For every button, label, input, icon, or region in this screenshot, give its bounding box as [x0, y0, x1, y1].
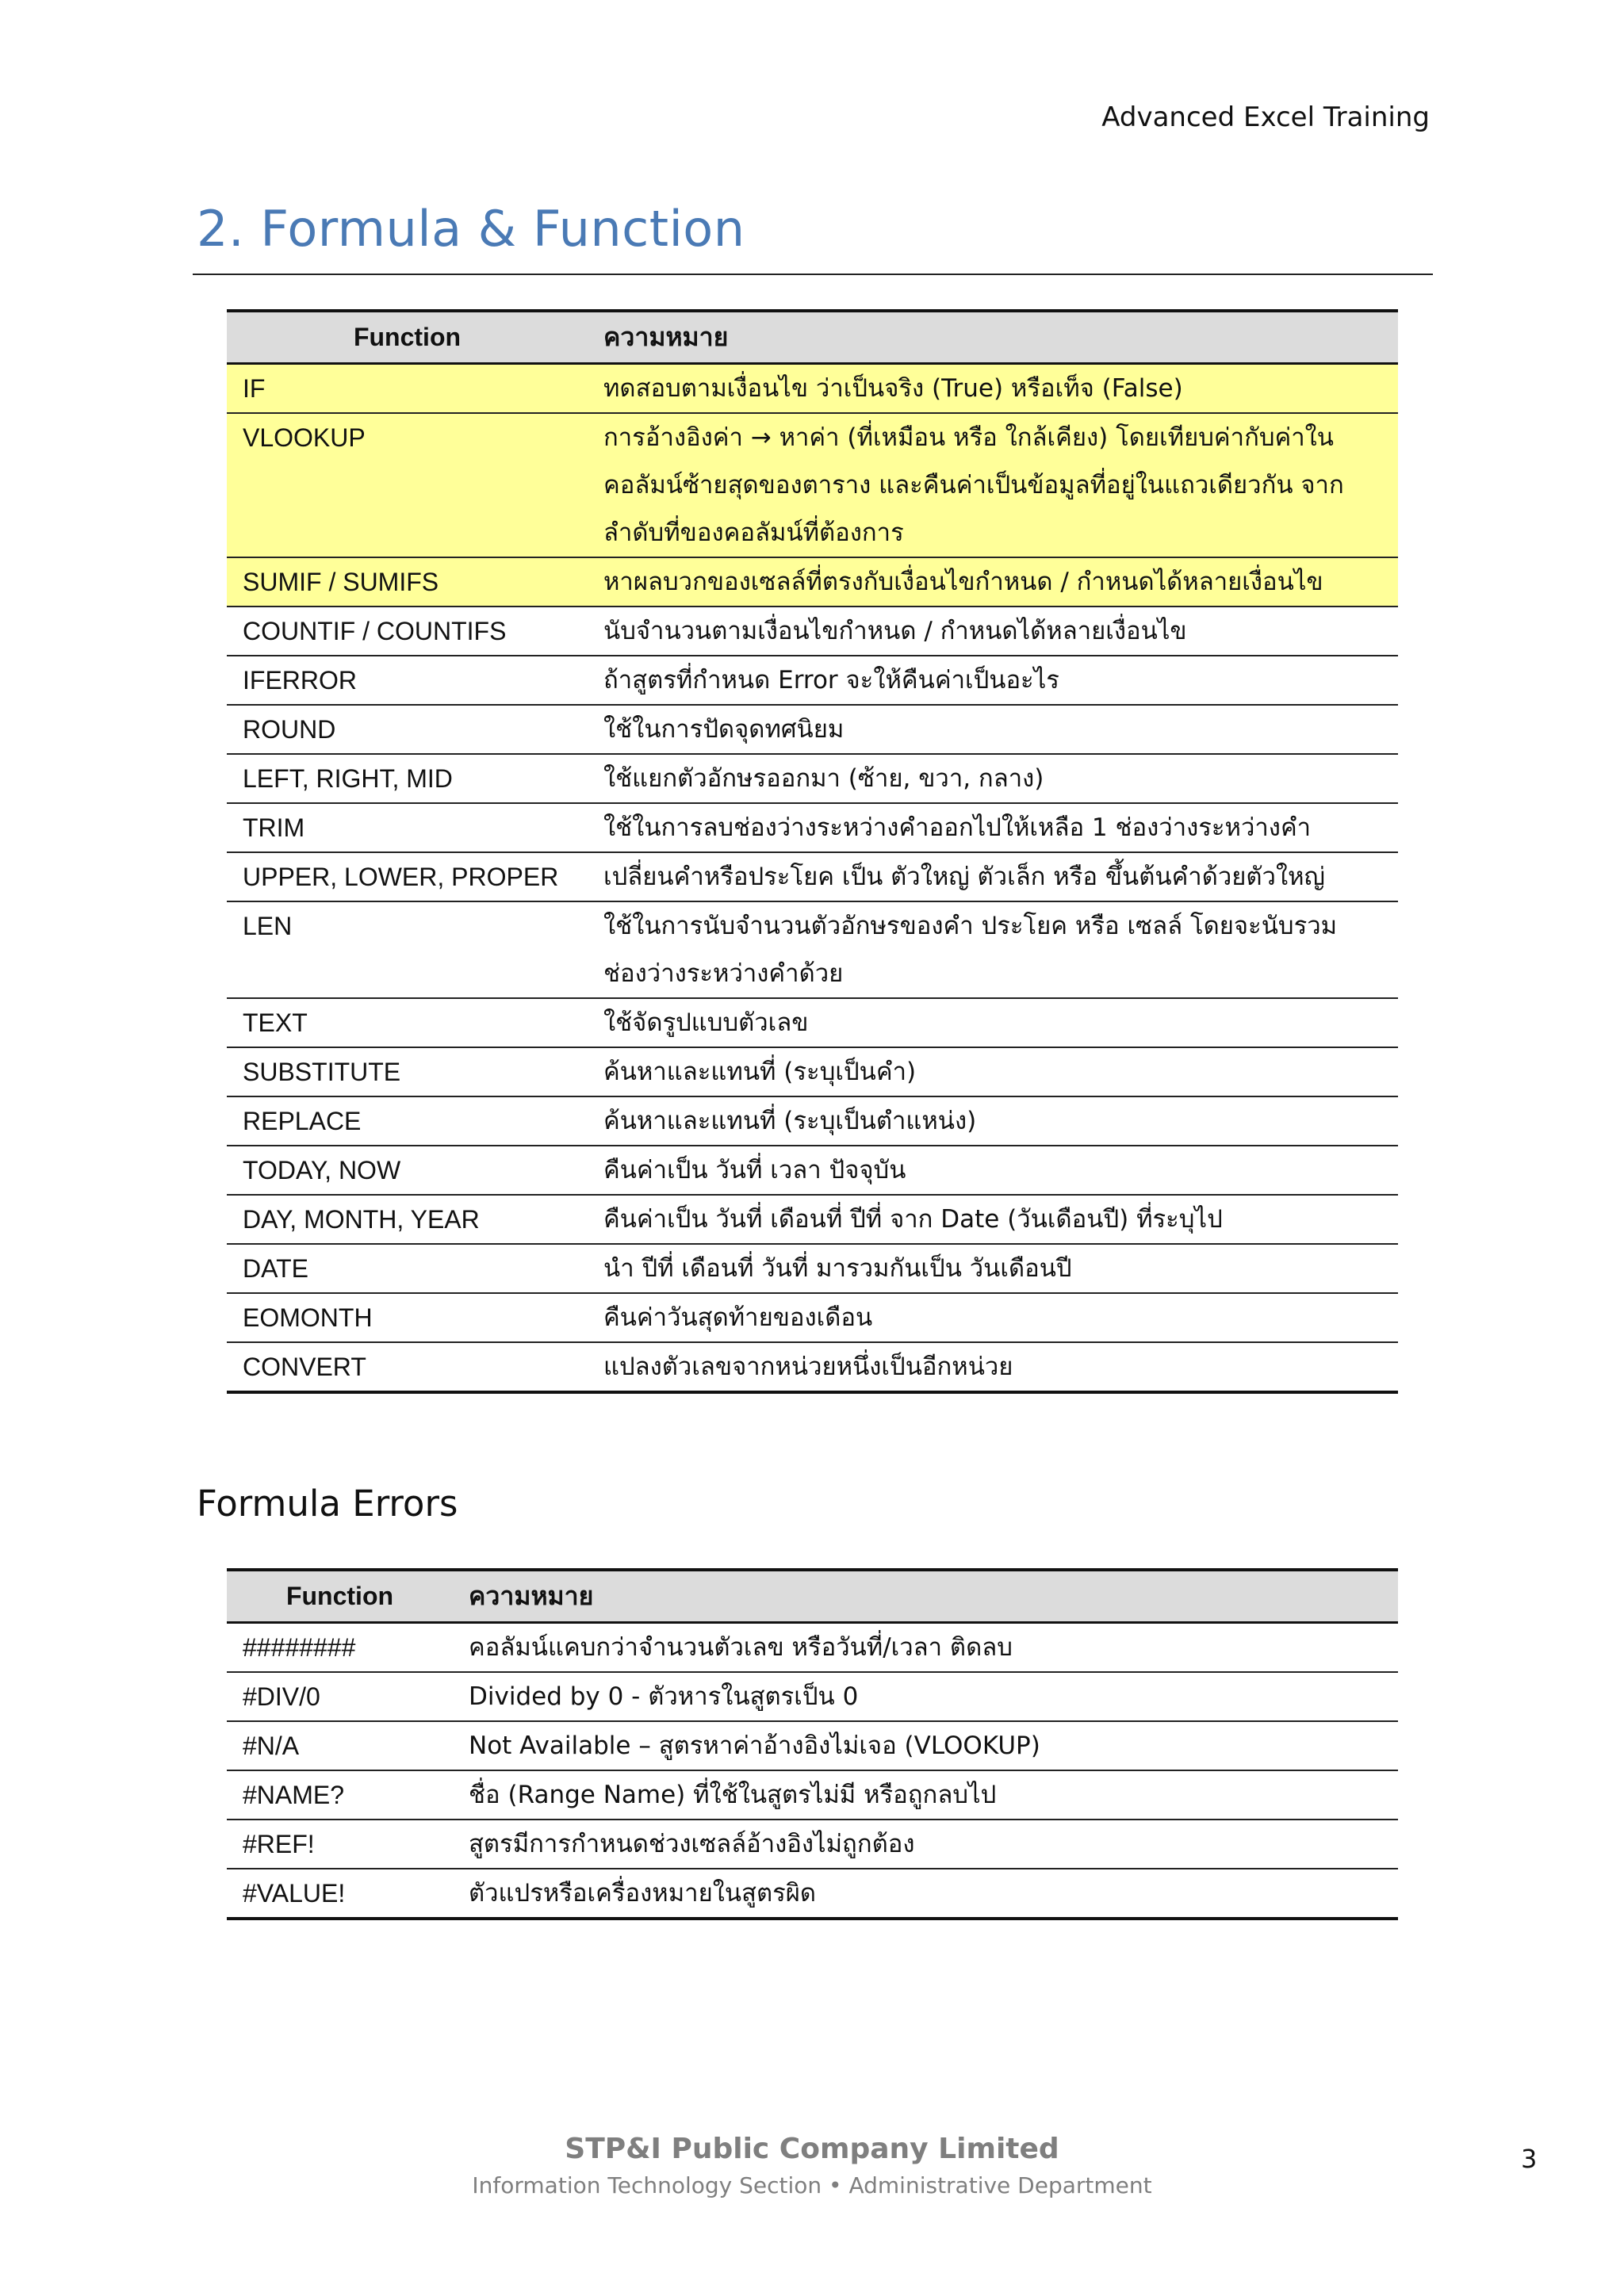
table-row: [227, 901, 1398, 998]
table-row: [227, 656, 1398, 705]
table-row: [227, 557, 1398, 607]
function-name-cell: CONVERT: [227, 1342, 588, 1392]
column-header-meaning: ความหมาย: [453, 1570, 1398, 1622]
table-row: [227, 1096, 1398, 1146]
table-row: [227, 803, 1398, 852]
errors-section-title: Formula Errors: [197, 1483, 458, 1525]
table-row: [227, 1244, 1398, 1293]
page-number: 3: [1521, 2144, 1538, 2174]
meaning-cell: ทดสอบตามเงื่อนไข ว่าเป็นจริง (True) หรือเท็จ (False): [588, 363, 1398, 413]
function-name-cell: ########: [227, 1622, 453, 1672]
function-name-cell: #N/A: [227, 1721, 453, 1770]
meaning-cell: คอลัมน์แคบกว่าจำนวนตัวเลข หรือวันที่/เวลา ติดลบ: [453, 1622, 1398, 1672]
meaning-cell: ใช้ในการนับจำนวนตัวอักษรของคำ ประโยค หรือ เซลล์ โดยจะนับรวม ช่องว่างระหว่างคำด้วย: [588, 901, 1398, 998]
function-name-cell: #NAME?: [227, 1770, 453, 1820]
meaning-cell: Divided by 0 - ตัวหารในสูตรเป็น 0: [453, 1672, 1398, 1721]
table-row: [227, 1047, 1398, 1096]
function-name-cell: LEFT, RIGHT, MID: [227, 754, 588, 803]
table-row: [227, 1293, 1398, 1342]
function-name-cell: UPPER, LOWER, PROPER: [227, 852, 588, 901]
column-header-meaning: ความหมาย: [588, 311, 1398, 363]
table-row: [227, 1622, 1398, 1672]
function-name-cell: #VALUE!: [227, 1869, 453, 1919]
column-header-function: Function: [227, 1570, 453, 1622]
function-name-cell: ROUND: [227, 705, 588, 754]
meaning-cell: การอ้างอิงค่า → หาค่า (ที่เหมือน หรือ ใกล้เคียง) โดยเทียบค่ากับค่าใน คอลัมน์ซ้ายสุดของตาราง และคืนค่าเป็นข้อมูลที่อยู่ในแถวเดียวกัน จาก ลำดับที่ของคอลัมน์ที่ต้องการ: [588, 413, 1398, 557]
meaning-cell: ชื่อ (Range Name) ที่ใช้ในสูตรไม่มี หรือถูกลบไป: [453, 1770, 1398, 1820]
table-row: [227, 705, 1398, 754]
section-title: 2. Formula & Function: [197, 200, 745, 258]
meaning-cell: แปลงตัวเลขจากหน่วยหนึ่งเป็นอีกหน่วย: [588, 1342, 1398, 1392]
function-name-cell: IFERROR: [227, 656, 588, 705]
table-row: [227, 1770, 1398, 1820]
function-name-cell: TODAY, NOW: [227, 1146, 588, 1195]
meaning-cell: ใช้ในการลบช่องว่างระหว่างคำออกไปให้เหลือ 1 ช่องว่างระหว่างคำ: [588, 803, 1398, 852]
function-name-cell: SUMIF / SUMIFS: [227, 557, 588, 607]
meaning-cell: ตัวแปรหรือเครื่องหมายในสูตรผิด: [453, 1869, 1398, 1919]
meaning-cell: ค้นหาและแทนที่ (ระบุเป็นคำ): [588, 1047, 1398, 1096]
meaning-cell: คืนค่าเป็น วันที่ เวลา ปัจจุบัน: [588, 1146, 1398, 1195]
meaning-cell: นับจำนวนตามเงื่อนไขกำหนด / กำหนดได้หลายเงื่อนไข: [588, 607, 1398, 656]
function-name-cell: #REF!: [227, 1820, 453, 1869]
formula-errors-table: [227, 1568, 1398, 1920]
meaning-cell: สูตรมีการกำหนดช่วงเซลล์อ้างอิงไม่ถูกต้อง: [453, 1820, 1398, 1869]
meaning-cell: นำ ปีที่ เดือนที่ วันที่ มารวมกันเป็น วันเดือนปี: [588, 1244, 1398, 1293]
meaning-cell: ใช้จัดรูปแบบตัวเลข: [588, 998, 1398, 1047]
function-name-cell: DAY, MONTH, YEAR: [227, 1195, 588, 1244]
functions-table: [227, 309, 1398, 1394]
table-header-row: [227, 1570, 1398, 1622]
table-row: [227, 852, 1398, 901]
function-name-cell: IF: [227, 363, 588, 413]
table-row: [227, 1146, 1398, 1195]
table-row: [227, 1869, 1398, 1919]
meaning-cell: คืนค่าวันสุดท้ายของเดือน: [588, 1293, 1398, 1342]
table-row: [227, 1721, 1398, 1770]
meaning-cell: คืนค่าเป็น วันที่ เดือนที่ ปีที่ จาก Date (วันเดือนปี) ที่ระบุไป: [588, 1195, 1398, 1244]
meaning-cell: ถ้าสูตรที่กำหนด Error จะให้คืนค่าเป็นอะไร: [588, 656, 1398, 705]
table-row: [227, 754, 1398, 803]
table-row: [227, 413, 1398, 557]
table-row: [227, 1820, 1398, 1869]
table-row: [227, 998, 1398, 1047]
table-header-row: [227, 311, 1398, 363]
function-name-cell: TEXT: [227, 998, 588, 1047]
table-row: [227, 1672, 1398, 1721]
meaning-cell: เปลี่ยนคำหรือประโยค เป็น ตัวใหญ่ ตัวเล็ก หรือ ขึ้นต้นคำด้วยตัวใหญ่: [588, 852, 1398, 901]
function-name-cell: REPLACE: [227, 1096, 588, 1146]
function-name-cell: VLOOKUP: [227, 413, 588, 557]
function-name-cell: DATE: [227, 1244, 588, 1293]
running-header: Advanced Excel Training: [1101, 101, 1430, 133]
function-name-cell: LEN: [227, 901, 588, 998]
footer-department: Information Technology Section • Administrative Department: [472, 2172, 1152, 2198]
table-row: [227, 607, 1398, 656]
function-name-cell: SUBSTITUTE: [227, 1047, 588, 1096]
title-divider: [193, 274, 1433, 275]
function-name-cell: TRIM: [227, 803, 588, 852]
table-row: [227, 363, 1398, 413]
meaning-cell: ใช้แยกตัวอักษรออกมา (ซ้าย, ขวา, กลาง): [588, 754, 1398, 803]
function-name-cell: #DIV/0: [227, 1672, 453, 1721]
function-name-cell: EOMONTH: [227, 1293, 588, 1342]
function-name-cell: COUNTIF / COUNTIFS: [227, 607, 588, 656]
table-row: [227, 1342, 1398, 1392]
errors-table-body: [227, 1622, 1398, 1919]
meaning-cell: ใช้ในการปัดจุดทศนิยม: [588, 705, 1398, 754]
meaning-cell: Not Available – สูตรหาค่าอ้างอิงไม่เจอ (VLOOKUP): [453, 1721, 1398, 1770]
functions-table-body: [227, 363, 1398, 1392]
footer-company-name: STP&I Public Company Limited: [565, 2133, 1059, 2165]
meaning-cell: ค้นหาและแทนที่ (ระบุเป็นตำแหน่ง): [588, 1096, 1398, 1146]
column-header-function: Function: [227, 311, 588, 363]
meaning-cell: หาผลบวกของเซลล์ที่ตรงกับเงื่อนไขกำหนด / กำหนดได้หลายเงื่อนไข: [588, 557, 1398, 607]
table-row: [227, 1195, 1398, 1244]
